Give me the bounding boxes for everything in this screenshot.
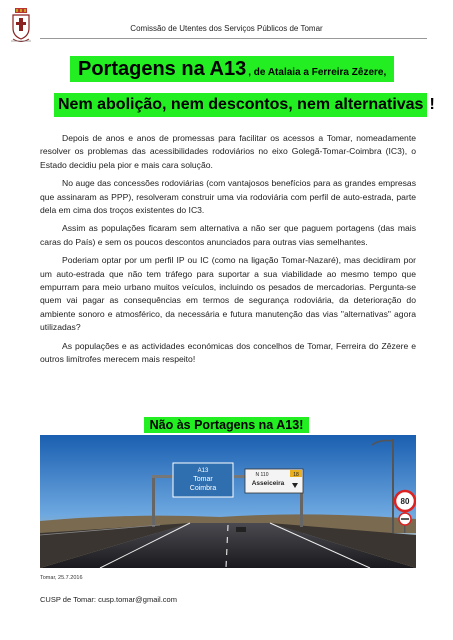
paragraph: As populações e as actividades económicas dos concelhos de Tomar, Ferreira do Zêzere e outros limítrofes merecem mais respeito! xyxy=(40,340,416,365)
sign-destination-coimbra: Coimbra xyxy=(189,485,217,492)
sign-road-number-n110: N 110 xyxy=(255,472,269,478)
slogan: Não às Portagens na A13! xyxy=(144,417,310,433)
highway-photo xyxy=(40,435,416,568)
page-subtitle-exclamation: ! xyxy=(429,96,435,113)
page-title: Portagens na A13 xyxy=(78,58,247,80)
paragraph: Assim as populações ficaram sem alternativa a não ser que paguem portagens (das mais caras do País) e sem os poucos descontos anunciados para outras vias semelhantes. xyxy=(40,223,416,247)
slogan-banner xyxy=(0,416,453,434)
page-title-suffix: , de Atalaia a Ferreira Zêzere, xyxy=(248,67,387,78)
sign-road-number-a13: A13 xyxy=(197,468,209,474)
speed-limit-sign: 80 xyxy=(400,497,410,506)
sign-destination-asseiceira: Asseiceira xyxy=(251,480,285,487)
paragraph: No auge das concessões rodoviárias (com vantajosos benefícios para as grandes empresas que assinaram as PPP), resolveram construir uma via rodoviária com perfil de auto-estrada, parte dela em cima dos troços existentes do IC3. xyxy=(40,178,416,216)
body-text xyxy=(40,132,416,372)
page-subtitle: Nem abolição, nem descontos, nem alternativas xyxy=(54,93,427,117)
title-banner xyxy=(70,56,394,82)
organization-name: Comissão de Utentes dos Serviços Públicos de Tomar xyxy=(130,24,323,33)
document-date: Tomar, 25.7.2016 xyxy=(40,575,83,581)
sign-destination-tomar: Tomar xyxy=(193,476,213,483)
sign-exit-number: 18 xyxy=(293,472,299,478)
paragraph: Poderiam optar por um perfil IP ou IC (como na ligação Tomar-Nazaré), mas decidiram por um auto-estrada que não tem tráfego para suportar a sua viabilidade ao mesmo tempo que empurram para meio urbano muitos veículos, incluindo os pesados de mercadorias. Pergunta-se quem vai pagar as consequências em termos de segurança rodoviária, da deterioração do ambiente sonoro e atmosférico, da necessária e futura manutenção das vias "alternativas" agora utilizadas? xyxy=(40,255,416,333)
contact-email: CUSP de Tomar: cusp.tomar@gmail.com xyxy=(40,595,177,604)
subtitle-banner xyxy=(54,93,435,117)
header-divider xyxy=(40,38,427,39)
paragraph: Depois de anos e anos de promessas para facilitar os acessos a Tomar, nomeadamente resolver os problemas das acessibilidades rodoviários no eixo Golegã-Tomar-Coimbra (IC3), o Estado decidiu pela pior e mais cara solução. xyxy=(40,133,416,170)
